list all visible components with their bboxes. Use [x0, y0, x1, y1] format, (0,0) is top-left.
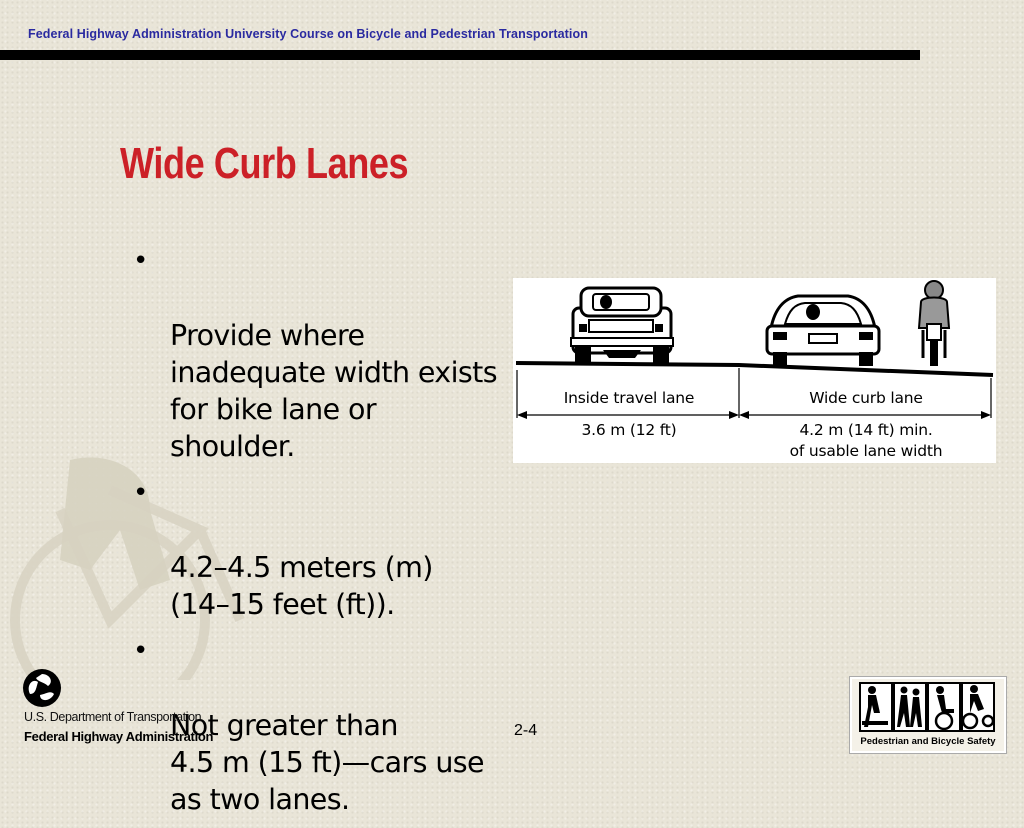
bullet-item — [130, 633, 522, 818]
bullet-item — [130, 475, 522, 623]
safety-logo-text: Pedestrian and Bicycle Safety — [860, 736, 996, 747]
car-icon — [767, 296, 879, 366]
bullet-text: 4.2–4.5 meters (m) (14–15 feet (ft)). — [170, 551, 433, 621]
bullet-dot: • — [133, 246, 148, 276]
inside-lane-width: 3.6 m (12 ft) — [581, 421, 677, 439]
lane-cross-section-diagram — [513, 278, 996, 463]
administration-name: Federal Highway Administration — [24, 729, 214, 744]
inside-lane-label: Inside travel lane — [563, 389, 695, 407]
curb-lane-label: Wide curb lane — [809, 389, 923, 407]
slide-title: Wide Curb Lanes — [120, 139, 409, 188]
page-number: 2-4 — [514, 722, 538, 739]
curb-lane-width: 4.2 m (14 ft) min. of usable lane width — [789, 421, 943, 460]
safety-logo — [850, 677, 1006, 753]
course-title: Federal Highway Administration University Course on Bicycle and Pedestrian Transportation — [28, 27, 588, 41]
dot-triskelion-icon — [22, 668, 62, 708]
bullet-dot: • — [133, 478, 148, 508]
pedestrian-bicycle-safety-icon — [852, 679, 1004, 735]
truck-icon — [571, 288, 673, 364]
header-divider — [0, 50, 920, 60]
bullet-text: Provide where inadequate width exists for bike lane or shoulder. — [170, 319, 497, 463]
department-name: U.S. Department of Transportation — [24, 710, 202, 724]
bullet-item — [130, 243, 522, 465]
bullet-dot: • — [133, 636, 148, 666]
bullet-text: Not greater than 4.5 m (15 ft)—cars use as two lanes. — [170, 709, 484, 816]
